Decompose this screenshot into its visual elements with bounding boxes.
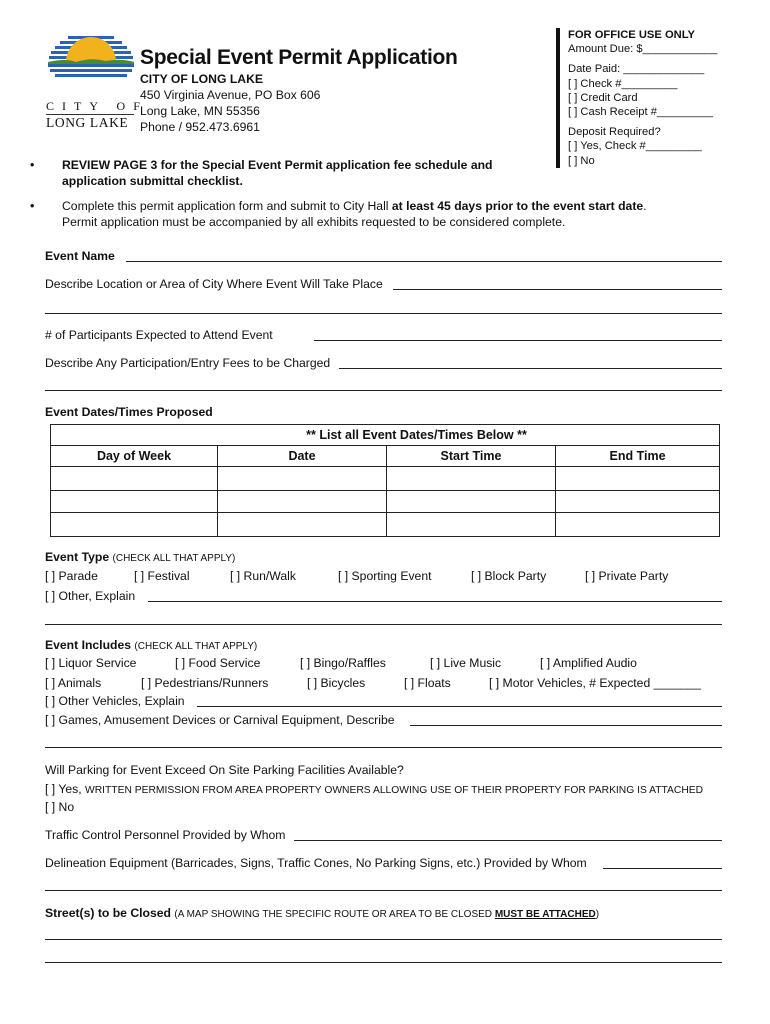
traffic-personnel-label: Traffic Control Personnel Provided by Whom — [45, 828, 286, 842]
date-cell[interactable] — [218, 467, 387, 491]
traffic-personnel-field[interactable] — [294, 840, 722, 841]
option-parade[interactable]: [ ] Parade — [45, 569, 98, 583]
option-sporting-event[interactable]: [ ] Sporting Event — [338, 569, 432, 583]
address-line-1: 450 Virginia Avenue, PO Box 606 — [140, 88, 321, 102]
dates-heading: Event Dates/Times Proposed — [45, 405, 213, 419]
office-line: Amount Due: $____________ — [568, 43, 718, 56]
option-floats[interactable]: [ ] Floats — [404, 676, 451, 690]
games-field[interactable] — [410, 725, 722, 726]
participants-field[interactable] — [314, 340, 722, 341]
option-food-service[interactable]: [ ] Food Service — [175, 656, 261, 670]
parking-question: Will Parking for Event Exceed On Site Parking Facilities Available? — [45, 763, 404, 777]
instruction-review-line2: application submittal checklist. — [62, 174, 243, 188]
event-includes-heading — [45, 638, 257, 654]
start-cell[interactable] — [387, 467, 556, 491]
page-title: Special Event Permit Application — [140, 46, 458, 69]
event-includes-note: (CHECK ALL THAT APPLY) — [134, 641, 258, 652]
phone-line: Phone / 952.473.6961 — [140, 120, 260, 134]
office-line: [ ] Cash Receipt #_________ — [568, 106, 713, 119]
parking-yes-note: WRITTEN PERMISSION FROM AREA PROPERTY OWNERS ALLOWING USE OF THEIR PROPERTY FOR PARKING IS ATTACHED — [84, 785, 704, 796]
office-line: Date Paid: _____________ — [568, 63, 705, 76]
option-live-music[interactable]: [ ] Live Music — [430, 656, 502, 670]
city-logo — [46, 36, 136, 96]
option-private-party[interactable]: [ ] Private Party — [585, 569, 669, 583]
day-cell[interactable] — [51, 491, 218, 513]
streets-title: Street(s) to be Closed — [45, 906, 171, 920]
day-cell[interactable] — [51, 467, 218, 491]
logo-text-bottom: LONG LAKE — [46, 115, 129, 130]
streets-field-line2[interactable] — [45, 962, 722, 963]
other-explain-field-line2[interactable] — [45, 624, 722, 625]
column-header-start: Start Time — [387, 446, 556, 467]
option-bingo-raffles[interactable]: [ ] Bingo/Raffles — [300, 656, 386, 670]
instruction-deadline: at least 45 days prior to the event start date — [391, 199, 644, 213]
other-explain-field[interactable] — [148, 601, 722, 602]
date-cell[interactable] — [218, 491, 387, 513]
option-run-walk[interactable]: [ ] Run/Walk — [230, 569, 296, 583]
dates-table — [50, 424, 720, 537]
column-header-date: Date — [218, 446, 387, 467]
event-includes-title: Event Includes — [45, 638, 132, 652]
instruction-review-line1: REVIEW PAGE 3 for the Special Event Permit application fee schedule and — [62, 158, 493, 172]
delineation-field-line2[interactable] — [45, 890, 722, 891]
start-cell[interactable] — [387, 513, 556, 537]
instruction-complete — [62, 199, 647, 214]
table-row — [51, 467, 720, 491]
event-type-heading — [45, 550, 235, 566]
streets-note-pre: (A MAP SHOWING THE SPECIFIC ROUTE OR AREA TO BE CLOSED — [174, 909, 495, 920]
location-field-line2[interactable] — [45, 313, 722, 314]
location-label: Describe Location or Area of City Where Event Will Take Place — [45, 277, 383, 291]
date-cell[interactable] — [218, 513, 387, 537]
bullet-icon: • — [30, 158, 35, 172]
office-use-box — [556, 28, 738, 168]
start-cell[interactable] — [387, 491, 556, 513]
option-other-vehicles[interactable]: [ ] Other Vehicles, Explain — [45, 694, 185, 708]
table-row — [51, 491, 720, 513]
instruction-complete-text: Complete this permit application form and submit to City Hall — [62, 199, 392, 213]
parking-yes[interactable] — [45, 782, 703, 798]
org-name: CITY OF LONG LAKE — [140, 72, 264, 86]
fees-field-line2[interactable] — [45, 390, 722, 391]
end-cell[interactable] — [556, 467, 720, 491]
end-cell[interactable] — [556, 491, 720, 513]
office-line: [ ] Check #_________ — [568, 77, 678, 90]
games-field-line2[interactable] — [45, 747, 722, 748]
instruction-exhibits: Permit application must be accompanied by all exhibits requested to be considered complete. — [62, 215, 566, 229]
office-use-title: FOR OFFICE USE ONLY — [568, 29, 696, 41]
option-amplified-audio[interactable]: [ ] Amplified Audio — [540, 656, 637, 670]
end-cell[interactable] — [556, 513, 720, 537]
dates-banner-spacer — [51, 425, 218, 446]
office-line: Deposit Required? — [568, 126, 661, 139]
day-cell[interactable] — [51, 513, 218, 537]
option-other[interactable]: [ ] Other, Explain — [45, 589, 136, 603]
event-type-note: (CHECK ALL THAT APPLY) — [112, 553, 236, 564]
option-motor-vehicles[interactable]: [ ] Motor Vehicles, # Expected _______ — [489, 676, 702, 690]
column-header-day: Day of Week — [51, 446, 218, 467]
streets-heading — [45, 906, 599, 922]
office-line: [ ] Yes, Check #_________ — [568, 140, 702, 153]
parking-no[interactable]: [ ] No — [45, 800, 75, 814]
parking-yes-label: [ ] Yes, — [45, 782, 85, 796]
streets-note-post: ) — [595, 909, 600, 920]
office-line: [ ] No — [568, 154, 595, 167]
instruction-period: . — [643, 199, 647, 213]
option-animals[interactable]: [ ] Animals — [45, 676, 102, 690]
fees-label: Describe Any Participation/Entry Fees to be Charged — [45, 356, 331, 370]
other-vehicles-field[interactable] — [197, 706, 722, 707]
option-games[interactable]: [ ] Games, Amusement Devices or Carnival Equipment, Describe — [45, 713, 395, 727]
streets-note-bold: MUST BE ATTACHED — [494, 909, 596, 920]
address-line-2: Long Lake, MN 55356 — [140, 104, 260, 118]
dates-banner: ** List all Event Dates/Times Below ** — [218, 425, 556, 446]
event-name-field[interactable] — [126, 261, 722, 262]
streets-field-line1[interactable] — [45, 939, 722, 940]
event-name-label: Event Name — [45, 249, 115, 263]
column-header-end: End Time — [556, 446, 720, 467]
option-pedestrians[interactable]: [ ] Pedestrians/Runners — [141, 676, 269, 690]
delineation-label: Delineation Equipment (Barricades, Signs, Traffic Cones, No Parking Signs, etc.) Provided by Whom — [45, 856, 587, 870]
option-liquor-service[interactable]: [ ] Liquor Service — [45, 656, 137, 670]
option-block-party[interactable]: [ ] Block Party — [471, 569, 547, 583]
dates-banner-spacer — [556, 425, 720, 446]
bullet-icon: • — [30, 199, 35, 213]
fees-field[interactable] — [339, 368, 722, 369]
option-bicycles[interactable]: [ ] Bicycles — [307, 676, 366, 690]
table-row — [51, 513, 720, 537]
delineation-field[interactable] — [603, 868, 722, 869]
event-type-title: Event Type — [45, 550, 110, 564]
option-festival[interactable]: [ ] Festival — [134, 569, 190, 583]
participants-label: # of Participants Expected to Attend Event — [45, 328, 273, 342]
logo-text-top: CITY OF — [46, 99, 148, 113]
sun-lake-logo-icon — [46, 36, 136, 78]
office-line: [ ] Credit Card — [568, 91, 638, 104]
location-field[interactable] — [393, 289, 722, 290]
